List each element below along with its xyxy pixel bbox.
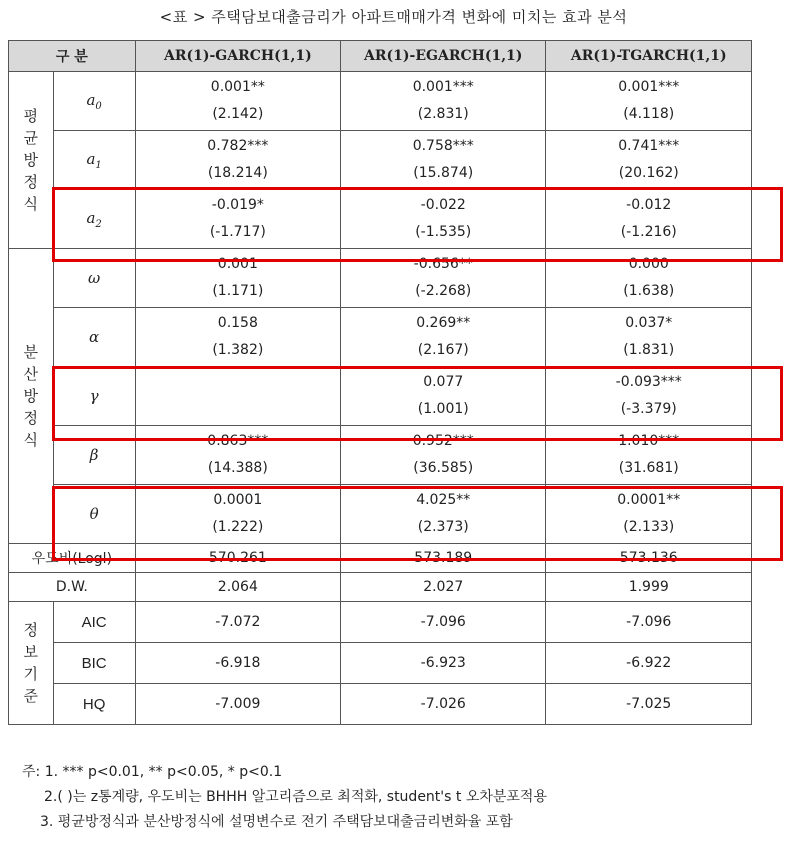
header-row: [9, 41, 752, 72]
info-hq-label: HQ: [53, 684, 135, 725]
group-mean-equation: [9, 72, 54, 249]
table-row: [9, 72, 752, 131]
coef: 0.0001**: [617, 492, 681, 508]
zstat: (2.167): [417, 342, 469, 358]
coef: -0.012: [626, 197, 672, 213]
cell: [546, 131, 752, 190]
var-a1: [53, 131, 135, 190]
zstat: (1.382): [212, 342, 264, 358]
zstat: (2.831): [417, 106, 469, 122]
cell: [135, 131, 340, 190]
cell: -6.923: [341, 643, 546, 684]
var-omega: ω: [53, 249, 135, 308]
cell: [546, 72, 752, 131]
zstat: (-1.535): [415, 224, 472, 240]
coef: 0.758***: [412, 138, 474, 154]
group-info-criteria: [9, 602, 54, 725]
coef: 4.025**: [416, 492, 471, 508]
coef: 0.269**: [416, 315, 471, 331]
cell: 1.999: [546, 573, 752, 602]
zstat: (1.831): [623, 342, 675, 358]
info-aic-label: AIC: [53, 602, 135, 643]
var-beta: β: [53, 426, 135, 485]
zstat: (1.638): [623, 283, 675, 299]
cell: -7.072: [135, 602, 340, 643]
var-a2-symbol: a: [86, 208, 96, 227]
table-notes: [22, 760, 547, 835]
var-a2-sub: 2: [95, 218, 102, 230]
loglik-label: 우도비(Logl): [9, 544, 136, 573]
coef: 0.863***: [207, 433, 269, 449]
cell: [341, 72, 546, 131]
group-info-label: 정보기준: [23, 621, 39, 705]
coef: 0.741***: [618, 138, 680, 154]
var-alpha: α: [53, 308, 135, 367]
group-variance-equation: [9, 249, 54, 544]
zstat: (-1.717): [209, 224, 266, 240]
table-row: [9, 602, 752, 643]
cell: [341, 308, 546, 367]
coef: -0.093***: [615, 374, 682, 390]
zstat: (1.171): [212, 283, 264, 299]
coef: 0.077: [423, 374, 464, 390]
note-3: 3. 평균방정식과 분산방정식에 설명변수로 전기 주택담보대출금리변화율 포함: [40, 814, 513, 830]
info-bic-label: BIC: [53, 643, 135, 684]
cell: -7.025: [546, 684, 752, 725]
zstat: (31.681): [618, 460, 679, 476]
coef: 0.952***: [412, 433, 474, 449]
cell: -7.096: [341, 602, 546, 643]
zstat: (2.142): [212, 106, 264, 122]
cell: [546, 308, 752, 367]
coef: 0.0001: [213, 492, 263, 508]
zstat: (14.388): [207, 460, 268, 476]
highlight-box-a2: [52, 187, 783, 262]
zstat: (-3.379): [620, 401, 677, 417]
cell: -7.026: [341, 684, 546, 725]
highlight-box-theta: [52, 486, 783, 561]
coef: 0.001: [217, 256, 258, 272]
group-mean-label: 평균방정식: [23, 107, 39, 213]
coef: 0.158: [217, 315, 258, 331]
var-a0-sub: 0: [95, 100, 102, 112]
zstat: (15.874): [413, 165, 474, 181]
header-egarch: AR(1)-EGARCH(1,1): [341, 41, 546, 72]
highlight-box-gamma: [52, 366, 783, 441]
zstat: (36.585): [413, 460, 474, 476]
cell: 573.189: [341, 544, 546, 573]
cell: -6.922: [546, 643, 752, 684]
cell: [135, 72, 340, 131]
var-a0-symbol: a: [86, 90, 96, 109]
note-2: 2.( )는 z통계량, 우도비는 BHHH 알고리즘으로 최적화, student's t 오차분포적용: [44, 789, 547, 805]
coef: 0.001***: [412, 79, 474, 95]
zstat: (1.222): [212, 519, 264, 535]
var-a1-symbol: a: [86, 149, 96, 168]
cell: -7.096: [546, 602, 752, 643]
group-variance-label: 분산방정식: [23, 343, 39, 449]
var-gamma: γ: [53, 367, 135, 426]
cell: [135, 308, 340, 367]
header-category: 구 분: [9, 41, 136, 72]
coef: 0.037*: [625, 315, 673, 331]
coef: 0.782***: [207, 138, 269, 154]
coef: -0.022: [420, 197, 466, 213]
table-row: [9, 308, 752, 367]
table-row: [9, 684, 752, 725]
zstat: (2.133): [623, 519, 675, 535]
cell: -6.918: [135, 643, 340, 684]
cell: 573.136: [546, 544, 752, 573]
zstat: (20.162): [618, 165, 679, 181]
header-tgarch: AR(1)-TGARCH(1,1): [546, 41, 752, 72]
zstat: (2.373): [417, 519, 469, 535]
var-a0: [53, 72, 135, 131]
note-1: 주: 1. *** p<0.01, ** p<0.05, * p<0.1: [22, 764, 283, 780]
coef: 1.010***: [618, 433, 680, 449]
header-garch: AR(1)-GARCH(1,1): [135, 41, 340, 72]
zstat: (-2.268): [415, 283, 472, 299]
cell: 2.027: [341, 573, 546, 602]
coef: 0.000: [628, 256, 669, 272]
dw-label: D.W.: [9, 573, 136, 602]
cell: 2.064: [135, 573, 340, 602]
zstat: (1.001): [417, 401, 469, 417]
coef: -0.656**: [413, 256, 473, 272]
cell: [341, 131, 546, 190]
coef: -0.019*: [211, 197, 264, 213]
coef: 0.001***: [618, 79, 680, 95]
coef: 0.001**: [210, 79, 265, 95]
zstat: (-1.216): [620, 224, 677, 240]
zstat: (18.214): [207, 165, 268, 181]
table-caption: <표 > 주택담보대출금리가 아파트매매가격 변화에 미치는 효과 분석: [159, 8, 628, 26]
table-row: [9, 643, 752, 684]
cell: 570.261: [135, 544, 340, 573]
table-row: [9, 131, 752, 190]
zstat: (4.118): [623, 106, 675, 122]
var-theta: θ: [53, 485, 135, 544]
cell: -7.009: [135, 684, 340, 725]
var-a1-sub: 1: [95, 159, 102, 171]
table-row: [9, 573, 752, 602]
